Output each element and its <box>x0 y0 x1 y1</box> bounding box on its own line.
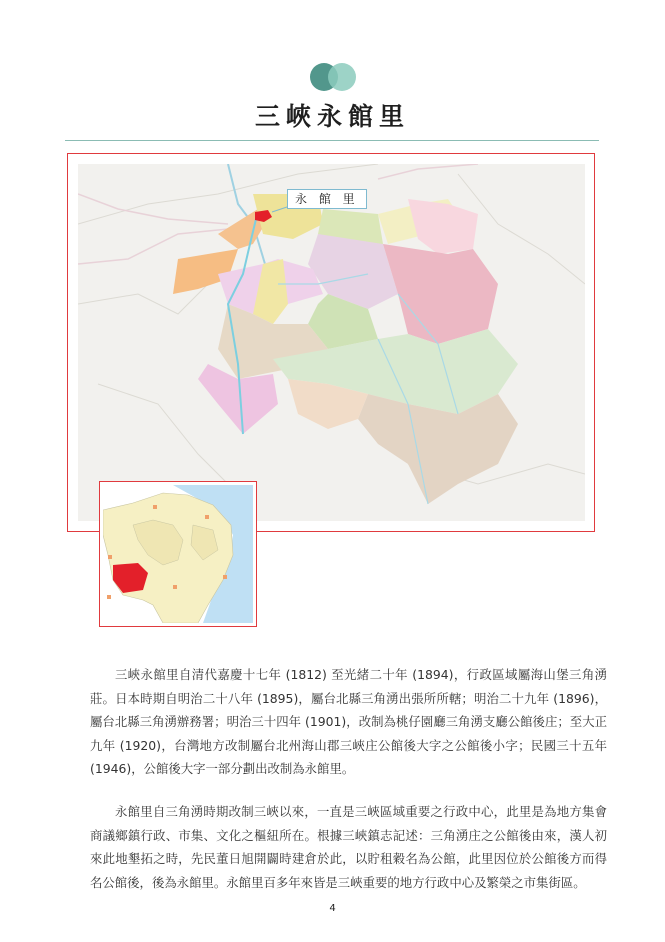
page-title: 三峽永館里 <box>254 102 410 131</box>
body-paragraph-origin: 永館里自三角湧時期改制三峽以來，一直是三峽區域重要之行政中心，此里是為地方集會商議鄉鎮行政、市集、文化之樞紐所在。根據三峽鎮志記述：三角湧庄之公館後由來，漢人初來此地墾拓之時，先民董日旭開闢時建倉於此，以貯租穀名為公館，此里因位於公館後方而得名公館後，後為永館里。永館里百多年來皆是三峽重要的地方行政中心及繁榮之市集街區。 <box>90 804 607 890</box>
title-divider <box>65 140 599 141</box>
district-map-frame <box>67 153 595 532</box>
new-taipei-overview-map <box>103 485 253 623</box>
page-number: 4 <box>329 903 336 914</box>
overview-inset-map <box>99 481 257 627</box>
sanxia-district-map <box>78 164 585 521</box>
overlapping-circles-logo-icon <box>309 62 357 92</box>
body-paragraph-history: 三峽永館里自清代嘉慶十七年 (1812) 至光緒二十年 (1894)，行政區域屬海山堡三角湧莊。日本時期自明治二十八年 (1895)，屬台北縣三角湧出張所所轄；明治二十九年 (1896)，屬台北縣三角湧辦務署；明治三十四年 (1901)，改制為桃仔園廳三角湧支廳公館後庄；至大正九年 (1920)，台灣地方改制屬台北州海山郡三峽庄公館後大字之公館後小字；民國三十五年 (1946)，公館後大字一部分劃出改制為永館里。 <box>90 667 607 776</box>
map-label-yongguan: 永 館 里 <box>287 189 367 209</box>
